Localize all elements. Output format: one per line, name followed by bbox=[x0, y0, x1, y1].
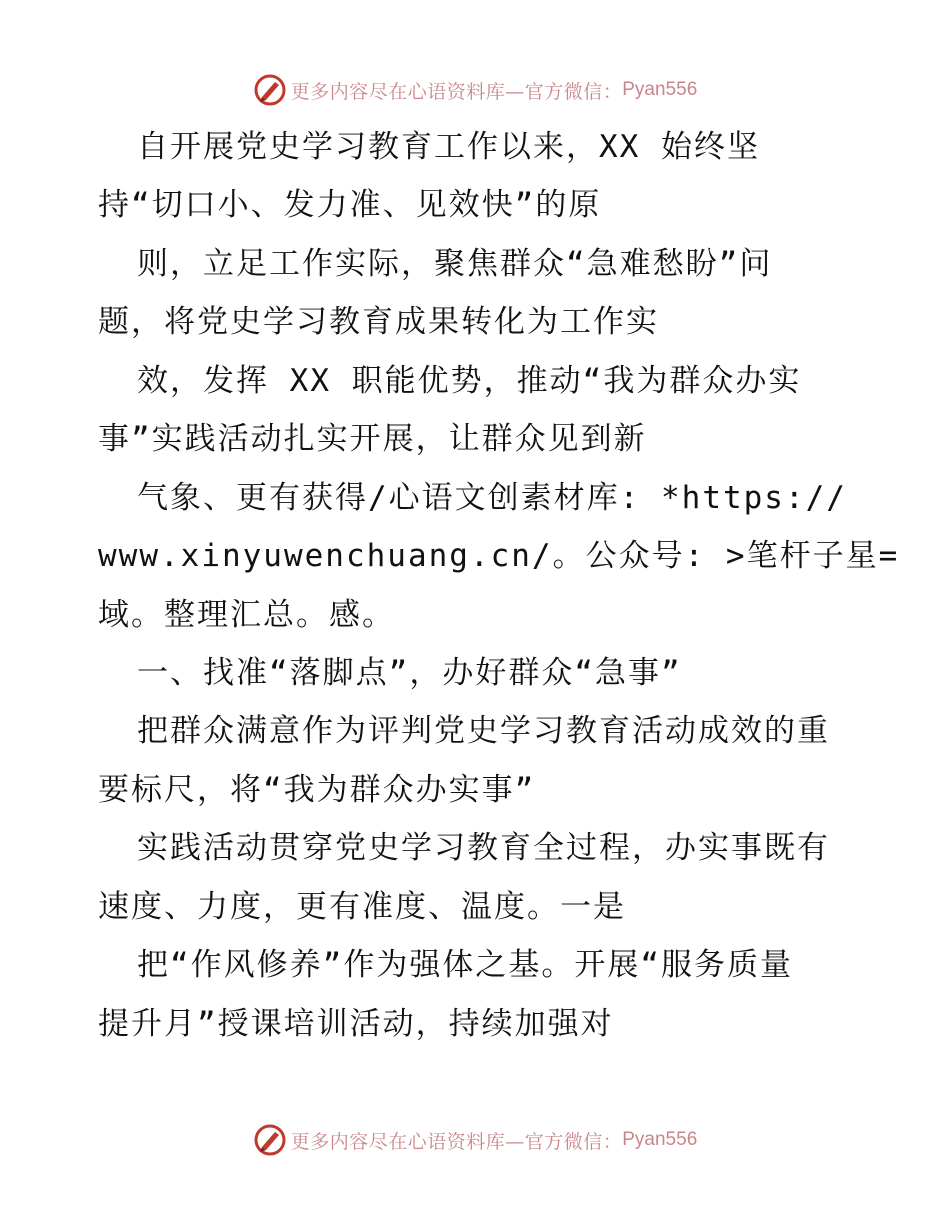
body-line: 把群众满意作为评判党史学习教育活动成效的重 bbox=[137, 713, 830, 749]
body-line: www.xinyuwenchuang.cn/。公众号: >笔杆子星= bbox=[98, 538, 900, 574]
body-line: 气象、更有获得/心语文创素材库: *https:// bbox=[137, 480, 847, 516]
footer-banner bbox=[0, 1120, 950, 1160]
body-line: 事”实践活动扎实开展，让群众见到新 bbox=[98, 421, 647, 457]
header-banner bbox=[0, 70, 950, 110]
body-line: 要标尺，将“我为群众办实事” bbox=[98, 772, 536, 808]
body-line: 则，立足工作实际，聚焦群众“急难愁盼”问 bbox=[137, 246, 773, 282]
body-line: 提升月”授课培训活动，持续加强对 bbox=[98, 1006, 614, 1042]
header-banner-text: 更多内容尽在心语资料库—官方微信： bbox=[290, 80, 623, 103]
body-line: 把“作风修养”作为强体之基。开展“服务质量 bbox=[137, 947, 793, 983]
body-line: 实践活动贯穿党史学习教育全过程，办实事既有 bbox=[137, 830, 830, 866]
header-banner-id: Pyan556 bbox=[622, 79, 698, 100]
footer-banner-text: 更多内容尽在心语资料库—官方微信： bbox=[290, 1130, 623, 1153]
pen-logo-icon bbox=[253, 73, 287, 107]
body-line: 持“切口小、发力准、见效快”的原 bbox=[98, 187, 602, 223]
section-heading: 一、找准“落脚点”，办好群众“急事” bbox=[137, 655, 682, 691]
body-line: 域。整理汇总。感。 bbox=[98, 597, 395, 633]
body-line: 题，将党史学习教育成果转化为工作实 bbox=[98, 304, 659, 340]
body-line: 效，发挥 XX 职能优势，推动“我为群众办实 bbox=[137, 363, 802, 399]
body-line: 速度、力度，更有准度、温度。一是 bbox=[98, 889, 626, 925]
body-line: 自开展党史学习教育工作以来，XX 始终坚 bbox=[137, 129, 760, 165]
footer-banner-id: Pyan556 bbox=[622, 1129, 698, 1150]
pen-logo-icon bbox=[253, 1123, 287, 1157]
